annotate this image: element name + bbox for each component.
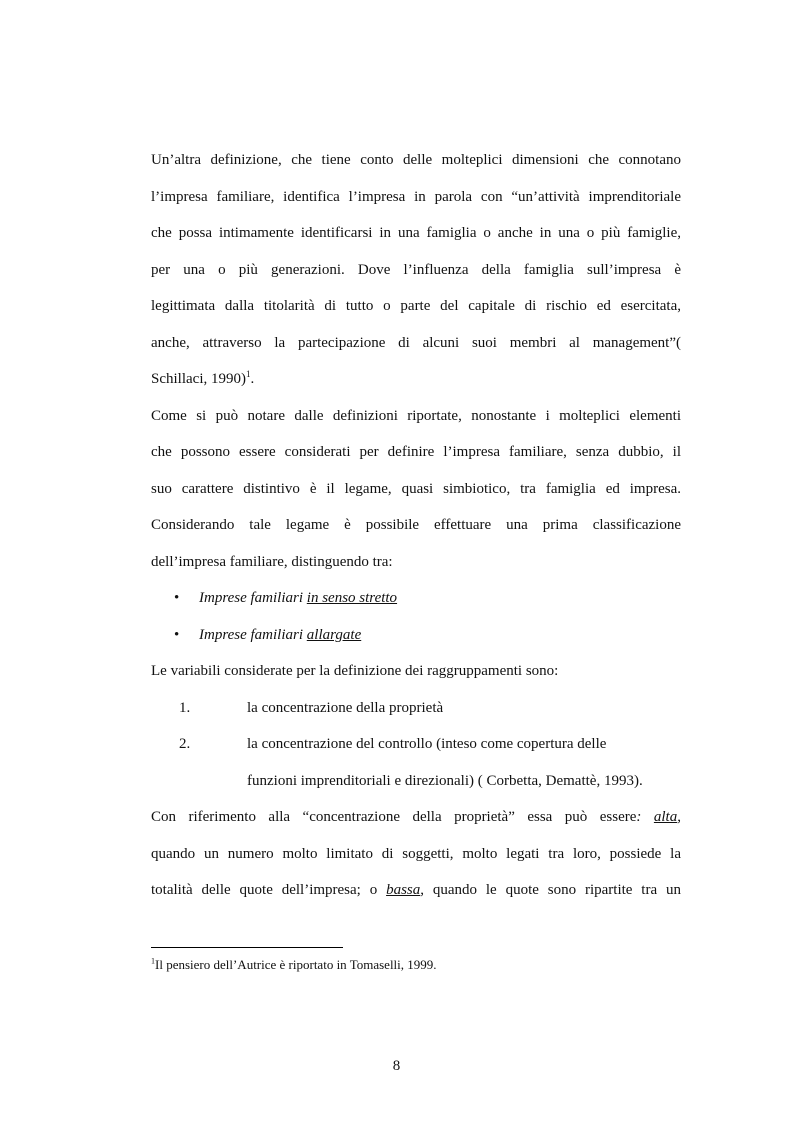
- footnote: [151, 957, 437, 973]
- body-text: [151, 142, 681, 909]
- p3-colon: :: [636, 809, 654, 825]
- item-text: la concentrazione della proprietà: [247, 699, 444, 716]
- paragraph-3-line-1: [151, 799, 681, 836]
- paragraph-1-line-7: [151, 361, 681, 398]
- p3-comma: ,: [677, 809, 681, 825]
- paragraph-2-line-5: dell’impresa familiare, distinguendo tra:: [151, 553, 393, 570]
- footnote-mark: 1: [151, 956, 155, 966]
- bullet-item: [151, 580, 681, 617]
- p3-bassa: bassa: [386, 882, 421, 898]
- numbered-item-continuation: funzioni imprenditoriali e direzionali) ( Corbetta, Demattè, 1993).: [247, 772, 643, 789]
- bullet-prefix: Imprese familiari: [199, 626, 307, 643]
- numbered-item: [151, 726, 681, 763]
- paragraph-3-line-2: quando un numero molto limitato di soggetti, molto legati tra loro, possiede la: [151, 845, 681, 862]
- bullet-underlined: allargate: [306, 626, 362, 643]
- page-number: 8: [392, 1058, 401, 1074]
- p3-alta: alta: [653, 809, 678, 825]
- paragraph-2-line-2: che possono essere considerati per definire l’impresa familiare, senza dubbio, il: [151, 444, 681, 460]
- footnote-text: Il pensiero dell’Autrice è riportato in Tomaselli, 1999.: [155, 957, 437, 972]
- p3-text-a: totalità delle quote dell’impresa; o: [151, 882, 387, 898]
- bullet-icon: •: [174, 626, 180, 643]
- paragraph-2-line-1: Come si può notare dalle definizioni riportate, nonostante i molteplici elementi: [151, 407, 681, 424]
- bullet-underlined: in senso stretto: [306, 590, 398, 606]
- item-number: 2.: [179, 736, 191, 752]
- paragraph-1-line-3: che possa intimamente identificarsi in una famiglia o anche in una o più famiglie,: [151, 225, 681, 241]
- bullet-icon: •: [174, 590, 180, 606]
- paragraph-1-line-4: per una o più generazioni. Dove l’influenza della famiglia sull’impresa è: [151, 261, 681, 278]
- paragraph-1-line-1: Un’altra definizione, che tiene conto delle molteplici dimensioni che connotano: [151, 152, 681, 168]
- bullet-item: [151, 617, 681, 654]
- p3-text: Con riferimento alla “concentrazione della proprietà” essa può essere: [151, 809, 637, 825]
- paragraph-3-line-3: [151, 872, 681, 909]
- sentence-end: .: [250, 371, 255, 387]
- paragraph-1-line-5: legittimata dalla titolarità di tutto o parte del capitale di rischio ed esercitata,: [151, 298, 681, 314]
- item-text: la concentrazione del controllo (inteso come copertura delle: [247, 736, 607, 752]
- p3-text-b: , quando le quote sono ripartite tra un: [420, 882, 681, 898]
- item-number: 1.: [179, 699, 191, 716]
- numbered-item: [151, 690, 681, 727]
- paragraph-2-line-3: suo carattere distintivo è il legame, quasi simbiotico, tra famiglia ed impresa.: [151, 480, 681, 497]
- footnote-separator: [151, 947, 343, 948]
- paragraph-2-line-4: Considerando tale legame è possibile effettuare una prima classificazione: [151, 517, 681, 533]
- footnote-reference: 1: [245, 369, 251, 379]
- variables-intro: Le variabili considerate per la definizione dei raggruppamenti sono:: [151, 663, 559, 679]
- paragraph-1-line-2: l’impresa familiare, identifica l’impresa in parola con “un’attività imprenditoriale: [151, 188, 681, 205]
- citation-text: Schillaci, 1990): [151, 371, 246, 387]
- paragraph-1-line-6: anche, attraverso la partecipazione di alcuni suoi membri al management”(: [151, 334, 681, 351]
- bullet-prefix: Imprese familiari: [199, 590, 307, 606]
